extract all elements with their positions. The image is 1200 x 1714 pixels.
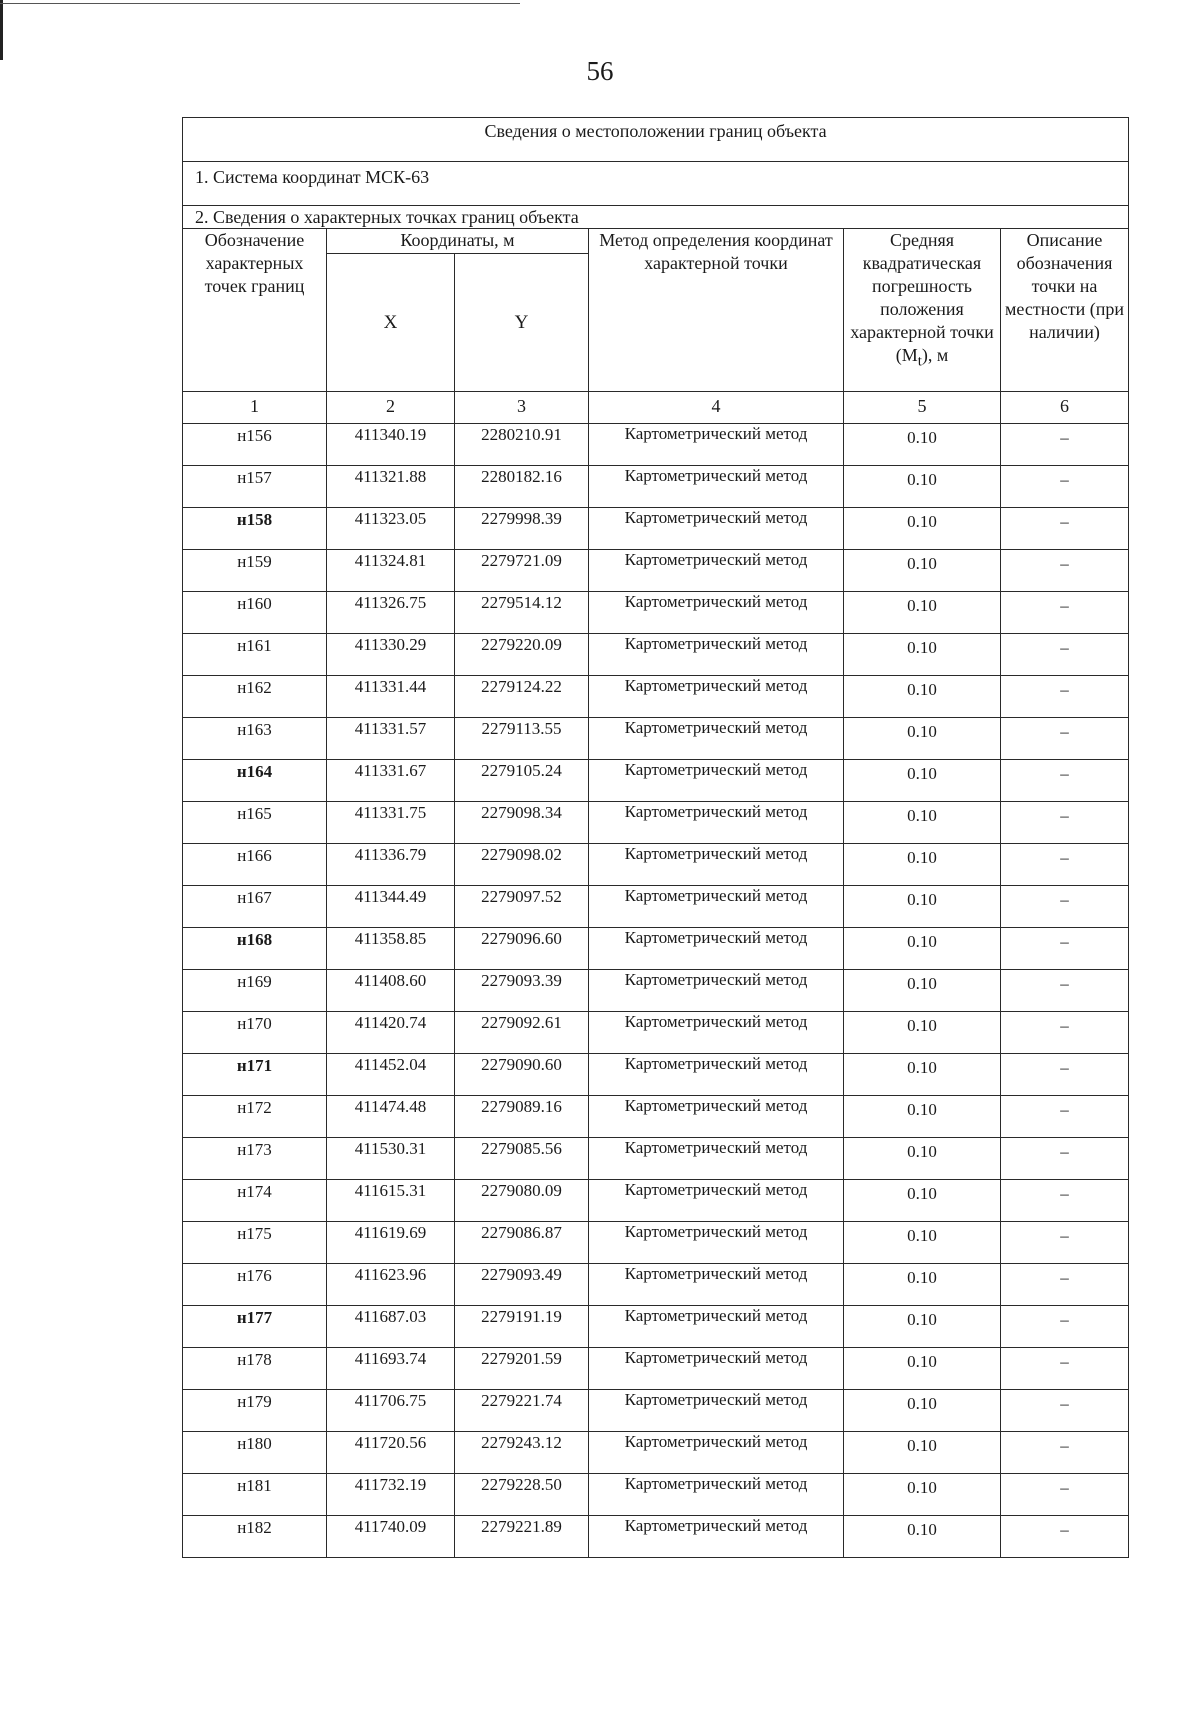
- table-row: [183, 760, 1129, 802]
- y-coordinate-cell: 2279090.60: [455, 1054, 589, 1096]
- table-row: [183, 508, 1129, 550]
- table-row: [183, 844, 1129, 886]
- table-row: [183, 1222, 1129, 1264]
- point-id-cell: н170: [183, 1012, 327, 1054]
- coord-system-row: [183, 162, 1129, 206]
- x-coordinate-cell: 411687.03: [327, 1306, 455, 1348]
- table-row: [183, 1054, 1129, 1096]
- accuracy-cell: 0.10: [844, 1432, 1001, 1474]
- method-cell: Картометрический метод: [589, 1348, 844, 1390]
- y-coordinate-cell: 2279191.19: [455, 1306, 589, 1348]
- method-cell: Картометрический метод: [589, 760, 844, 802]
- header-point-designation: Обозначение характерных точек границ: [183, 229, 327, 392]
- description-cell: –: [1001, 508, 1129, 550]
- point-id-cell: н157: [183, 466, 327, 508]
- accuracy-cell: 0.10: [844, 886, 1001, 928]
- accuracy-cell: 0.10: [844, 802, 1001, 844]
- point-id-cell: н164: [183, 760, 327, 802]
- table-section-title-row: [183, 118, 1129, 162]
- point-id-cell: н156: [183, 424, 327, 466]
- accuracy-cell: 0.10: [844, 1306, 1001, 1348]
- accuracy-cell: 0.10: [844, 1222, 1001, 1264]
- x-coordinate-cell: 411324.81: [327, 550, 455, 592]
- table-row: [183, 802, 1129, 844]
- y-coordinate-cell: 2279096.60: [455, 928, 589, 970]
- y-coordinate-cell: 2279093.49: [455, 1264, 589, 1306]
- y-coordinate-cell: 2279201.59: [455, 1348, 589, 1390]
- header-method: Метод определения координат характерной точки: [589, 229, 844, 392]
- coord-system-label: 1. Система координат МСК-63: [183, 162, 1129, 206]
- point-id-cell: н175: [183, 1222, 327, 1264]
- table-row: [183, 634, 1129, 676]
- description-cell: –: [1001, 1474, 1129, 1516]
- method-cell: Картометрический метод: [589, 1516, 844, 1558]
- header-accuracy: Средняя квадратическая погрешность положения характерной точки $(M_t)$, м: [844, 229, 1001, 392]
- x-coordinate-cell: 411474.48: [327, 1096, 455, 1138]
- method-cell: Картометрический метод: [589, 1222, 844, 1264]
- table-row: [183, 1096, 1129, 1138]
- y-coordinate-cell: 2280182.16: [455, 466, 589, 508]
- y-coordinate-cell: 2279220.09: [455, 634, 589, 676]
- table-row: [183, 1306, 1129, 1348]
- description-cell: –: [1001, 844, 1129, 886]
- x-coordinate-cell: 411408.60: [327, 970, 455, 1012]
- y-coordinate-cell: 2279105.24: [455, 760, 589, 802]
- point-id-cell: н167: [183, 886, 327, 928]
- header-coordinates: Координаты, м: [327, 229, 589, 254]
- y-coordinate-cell: 2279089.16: [455, 1096, 589, 1138]
- column-number: 5: [844, 392, 1001, 424]
- method-cell: Картометрический метод: [589, 1390, 844, 1432]
- method-cell: Картометрический метод: [589, 550, 844, 592]
- x-coordinate-cell: 411331.44: [327, 676, 455, 718]
- point-id-cell: н172: [183, 1096, 327, 1138]
- method-cell: Картометрический метод: [589, 1138, 844, 1180]
- method-cell: Картометрический метод: [589, 1054, 844, 1096]
- y-coordinate-cell: 2279086.87: [455, 1222, 589, 1264]
- description-cell: –: [1001, 1348, 1129, 1390]
- x-coordinate-cell: 411706.75: [327, 1390, 455, 1432]
- column-number: 6: [1001, 392, 1129, 424]
- method-cell: Картометрический метод: [589, 802, 844, 844]
- description-cell: –: [1001, 424, 1129, 466]
- accuracy-cell: 0.10: [844, 466, 1001, 508]
- table-row: [183, 1264, 1129, 1306]
- description-cell: –: [1001, 676, 1129, 718]
- description-cell: –: [1001, 1054, 1129, 1096]
- point-id-cell: н182: [183, 1516, 327, 1558]
- description-cell: –: [1001, 1012, 1129, 1054]
- column-number: 1: [183, 392, 327, 424]
- x-coordinate-cell: 411530.31: [327, 1138, 455, 1180]
- accuracy-cell: 0.10: [844, 928, 1001, 970]
- accuracy-cell: 0.10: [844, 970, 1001, 1012]
- y-coordinate-cell: 2279221.74: [455, 1390, 589, 1432]
- description-cell: –: [1001, 1264, 1129, 1306]
- description-cell: –: [1001, 1306, 1129, 1348]
- description-cell: –: [1001, 592, 1129, 634]
- description-cell: –: [1001, 886, 1129, 928]
- accuracy-cell: 0.10: [844, 1180, 1001, 1222]
- x-coordinate-cell: 411693.74: [327, 1348, 455, 1390]
- method-cell: Картометрический метод: [589, 1096, 844, 1138]
- point-id-cell: н161: [183, 634, 327, 676]
- header-x: X: [327, 254, 455, 392]
- x-coordinate-cell: 411623.96: [327, 1264, 455, 1306]
- description-cell: –: [1001, 634, 1129, 676]
- point-id-cell: н163: [183, 718, 327, 760]
- table-row: [183, 886, 1129, 928]
- x-coordinate-cell: 411323.05: [327, 508, 455, 550]
- header-row-top: [183, 229, 1129, 254]
- x-coordinate-cell: 411720.56: [327, 1432, 455, 1474]
- method-cell: Картометрический метод: [589, 676, 844, 718]
- point-id-cell: н178: [183, 1348, 327, 1390]
- table-row: [183, 928, 1129, 970]
- table-row: [183, 550, 1129, 592]
- accuracy-cell: 0.10: [844, 1348, 1001, 1390]
- point-id-cell: н179: [183, 1390, 327, 1432]
- point-id-cell: н166: [183, 844, 327, 886]
- table-row: [183, 1180, 1129, 1222]
- scan-top-rule: [0, 3, 520, 4]
- point-id-cell: н158: [183, 508, 327, 550]
- method-cell: Картометрический метод: [589, 424, 844, 466]
- table-row: [183, 718, 1129, 760]
- description-cell: –: [1001, 1516, 1129, 1558]
- point-id-cell: н173: [183, 1138, 327, 1180]
- accuracy-cell: 0.10: [844, 1516, 1001, 1558]
- table-row: [183, 1474, 1129, 1516]
- page-number: 56: [586, 56, 614, 86]
- table-row: [183, 970, 1129, 1012]
- description-cell: –: [1001, 1390, 1129, 1432]
- point-id-cell: н174: [183, 1180, 327, 1222]
- accuracy-cell: 0.10: [844, 508, 1001, 550]
- point-id-cell: н180: [183, 1432, 327, 1474]
- y-coordinate-cell: 2279243.12: [455, 1432, 589, 1474]
- accuracy-cell: 0.10: [844, 550, 1001, 592]
- description-cell: –: [1001, 718, 1129, 760]
- table-row: [183, 1348, 1129, 1390]
- points-title-row: [183, 206, 1129, 229]
- y-coordinate-cell: 2279092.61: [455, 1012, 589, 1054]
- table-row: [183, 1516, 1129, 1558]
- column-number: 3: [455, 392, 589, 424]
- y-coordinate-cell: 2279124.22: [455, 676, 589, 718]
- accuracy-cell: 0.10: [844, 1138, 1001, 1180]
- method-cell: Картометрический метод: [589, 718, 844, 760]
- y-coordinate-cell: 2279514.12: [455, 592, 589, 634]
- table-row: [183, 676, 1129, 718]
- description-cell: –: [1001, 1222, 1129, 1264]
- y-coordinate-cell: 2279093.39: [455, 970, 589, 1012]
- description-cell: –: [1001, 1096, 1129, 1138]
- header-y: Y: [455, 254, 589, 392]
- accuracy-cell: 0.10: [844, 1096, 1001, 1138]
- x-coordinate-cell: 411740.09: [327, 1516, 455, 1558]
- y-coordinate-cell: 2279098.02: [455, 844, 589, 886]
- accuracy-cell: 0.10: [844, 634, 1001, 676]
- table-row: [183, 1138, 1129, 1180]
- point-id-cell: н177: [183, 1306, 327, 1348]
- table-row: [183, 466, 1129, 508]
- y-coordinate-cell: 2279098.34: [455, 802, 589, 844]
- method-cell: Картометрический метод: [589, 508, 844, 550]
- x-coordinate-cell: 411344.49: [327, 886, 455, 928]
- column-number: 2: [327, 392, 455, 424]
- method-cell: Картометрический метод: [589, 1474, 844, 1516]
- points-title: 2. Сведения о характерных точках границ объекта: [183, 206, 1129, 229]
- description-cell: –: [1001, 928, 1129, 970]
- point-id-cell: н159: [183, 550, 327, 592]
- accuracy-cell: 0.10: [844, 1054, 1001, 1096]
- accuracy-cell: 0.10: [844, 592, 1001, 634]
- method-cell: Картометрический метод: [589, 1306, 844, 1348]
- x-coordinate-cell: 411326.75: [327, 592, 455, 634]
- accuracy-cell: 0.10: [844, 760, 1001, 802]
- table-row: [183, 592, 1129, 634]
- point-id-cell: н181: [183, 1474, 327, 1516]
- x-coordinate-cell: 411420.74: [327, 1012, 455, 1054]
- description-cell: –: [1001, 550, 1129, 592]
- x-coordinate-cell: 411358.85: [327, 928, 455, 970]
- y-coordinate-cell: 2279221.89: [455, 1516, 589, 1558]
- method-cell: Картометрический метод: [589, 886, 844, 928]
- y-coordinate-cell: 2279080.09: [455, 1180, 589, 1222]
- y-coordinate-cell: 2279097.52: [455, 886, 589, 928]
- column-number-row: [183, 392, 1129, 424]
- accuracy-cell: 0.10: [844, 844, 1001, 886]
- description-cell: –: [1001, 1180, 1129, 1222]
- method-cell: Картометрический метод: [589, 1432, 844, 1474]
- method-cell: Картометрический метод: [589, 970, 844, 1012]
- method-cell: Картометрический метод: [589, 592, 844, 634]
- x-coordinate-cell: 411732.19: [327, 1474, 455, 1516]
- x-coordinate-cell: 411340.19: [327, 424, 455, 466]
- y-coordinate-cell: 2280210.91: [455, 424, 589, 466]
- point-id-cell: н160: [183, 592, 327, 634]
- method-cell: Картометрический метод: [589, 844, 844, 886]
- method-cell: Картометрический метод: [589, 1264, 844, 1306]
- x-coordinate-cell: 411615.31: [327, 1180, 455, 1222]
- accuracy-cell: 0.10: [844, 718, 1001, 760]
- accuracy-cell: 0.10: [844, 1390, 1001, 1432]
- description-cell: –: [1001, 466, 1129, 508]
- y-coordinate-cell: 2279721.09: [455, 550, 589, 592]
- y-coordinate-cell: 2279085.56: [455, 1138, 589, 1180]
- column-number: 4: [589, 392, 844, 424]
- point-id-cell: н169: [183, 970, 327, 1012]
- table-row: [183, 424, 1129, 466]
- accuracy-cell: 0.10: [844, 424, 1001, 466]
- boundary-points-table: [182, 117, 1129, 1558]
- point-id-cell: н171: [183, 1054, 327, 1096]
- point-id-cell: н165: [183, 802, 327, 844]
- x-coordinate-cell: 411619.69: [327, 1222, 455, 1264]
- method-cell: Картометрический метод: [589, 466, 844, 508]
- point-id-cell: н168: [183, 928, 327, 970]
- point-id-cell: н176: [183, 1264, 327, 1306]
- y-coordinate-cell: 2279113.55: [455, 718, 589, 760]
- description-cell: –: [1001, 760, 1129, 802]
- y-coordinate-cell: 2279998.39: [455, 508, 589, 550]
- table-row: [183, 1012, 1129, 1054]
- x-coordinate-cell: 411331.75: [327, 802, 455, 844]
- x-coordinate-cell: 411330.29: [327, 634, 455, 676]
- description-cell: –: [1001, 1432, 1129, 1474]
- x-coordinate-cell: 411331.57: [327, 718, 455, 760]
- table-row: [183, 1390, 1129, 1432]
- description-cell: –: [1001, 1138, 1129, 1180]
- accuracy-cell: 0.10: [844, 676, 1001, 718]
- point-id-cell: н162: [183, 676, 327, 718]
- header-description: Описание обозначения точки на местности (при наличии): [1001, 229, 1129, 392]
- description-cell: –: [1001, 802, 1129, 844]
- method-cell: Картометрический метод: [589, 1012, 844, 1054]
- scan-edge-mark: [0, 0, 3, 60]
- method-cell: Картометрический метод: [589, 1180, 844, 1222]
- accuracy-cell: 0.10: [844, 1012, 1001, 1054]
- accuracy-cell: 0.10: [844, 1474, 1001, 1516]
- y-coordinate-cell: 2279228.50: [455, 1474, 589, 1516]
- x-coordinate-cell: 411321.88: [327, 466, 455, 508]
- method-cell: Картометрический метод: [589, 634, 844, 676]
- accuracy-cell: 0.10: [844, 1264, 1001, 1306]
- table-row: [183, 1432, 1129, 1474]
- method-cell: Картометрический метод: [589, 928, 844, 970]
- x-coordinate-cell: 411336.79: [327, 844, 455, 886]
- section-title: Сведения о местоположении границ объекта: [183, 118, 1129, 162]
- x-coordinate-cell: 411331.67: [327, 760, 455, 802]
- description-cell: –: [1001, 970, 1129, 1012]
- x-coordinate-cell: 411452.04: [327, 1054, 455, 1096]
